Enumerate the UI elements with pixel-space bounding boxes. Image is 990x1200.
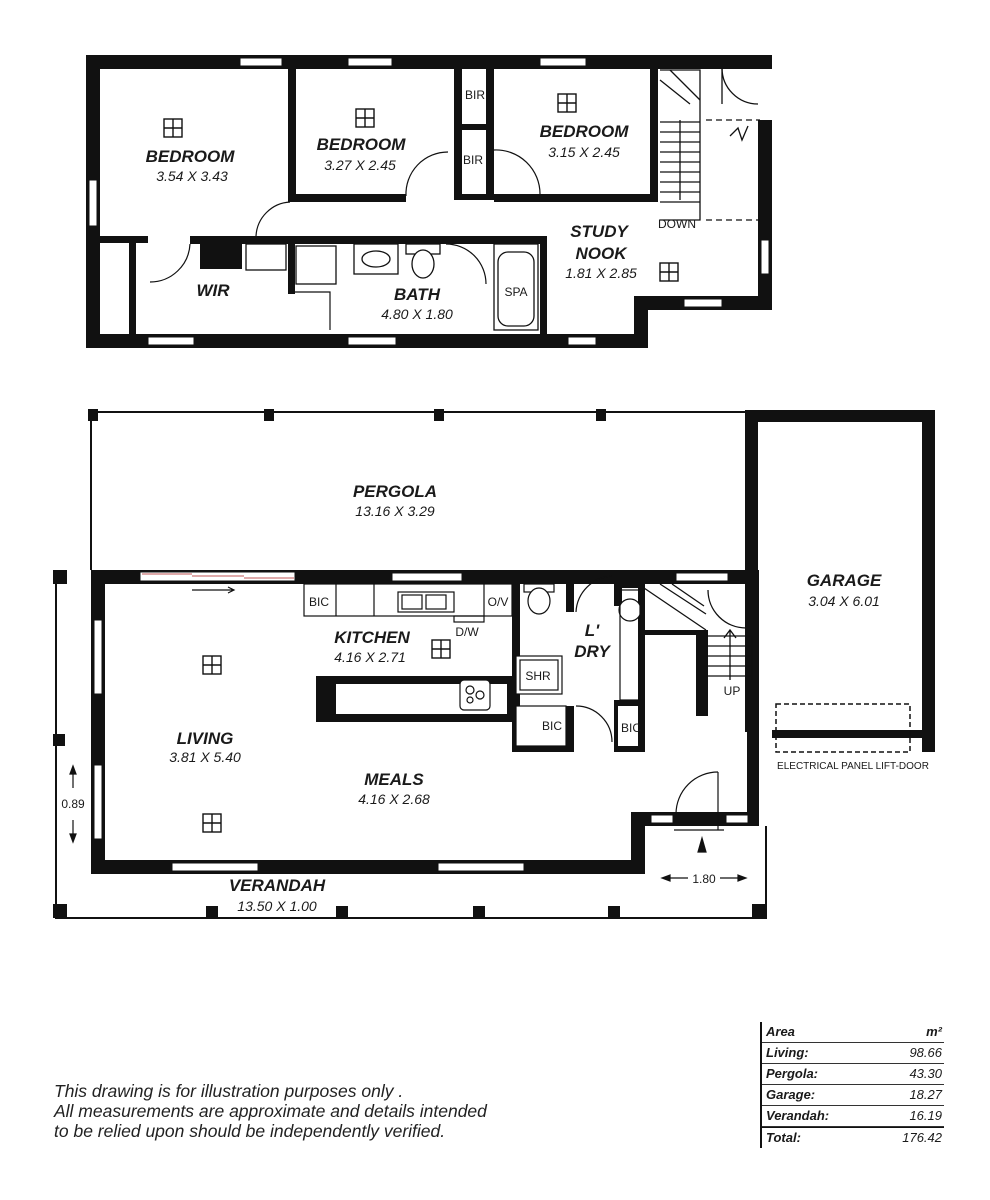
- living-label: LIVING: [176, 729, 234, 748]
- area-row-value: 16.19: [909, 1108, 942, 1123]
- area-row: [762, 1085, 944, 1106]
- bedroom-2-label: BEDROOM: [316, 135, 406, 154]
- up-label: UP: [723, 684, 741, 698]
- lift-door-label: ELECTRICAL PANEL LIFT-DOOR: [777, 761, 929, 772]
- pergola-dims: 13.16 X 3.29: [355, 503, 435, 519]
- disclaimer: [54, 1081, 574, 1141]
- upper-floor: [86, 55, 772, 348]
- area-table-header: [762, 1022, 944, 1043]
- bir-label-1: BIR: [464, 88, 486, 102]
- study-label-line2: NOOK: [575, 244, 627, 263]
- area-total-label: Total:: [766, 1130, 801, 1145]
- laundry-label-line1: L': [584, 621, 600, 640]
- area-row-value: 43.30: [909, 1066, 942, 1081]
- bir-label-2: BIR: [462, 153, 484, 167]
- area-row: [762, 1106, 944, 1127]
- area-row-value: 98.66: [909, 1045, 942, 1060]
- verandah-label: VERANDAH: [228, 876, 326, 895]
- garage-label: GARAGE: [806, 571, 882, 590]
- ground-floor: [53, 409, 935, 918]
- bic-kitchen-label: BIC: [308, 595, 330, 609]
- meals-dims: 4.16 X 2.68: [358, 791, 430, 807]
- wir-label: WIR: [196, 281, 230, 300]
- area-table: [760, 1022, 944, 1148]
- dim-180-label: 1.80: [692, 872, 716, 886]
- area-total-row: [762, 1127, 944, 1148]
- upper-stair: [660, 68, 760, 220]
- bedroom-1-dims: 3.54 X 3.43: [156, 168, 228, 184]
- area-row-value: 18.27: [909, 1087, 942, 1102]
- area-row-label: Verandah:: [766, 1108, 830, 1123]
- disclaimer-line-1: This drawing is for illustration purposes only .: [54, 1081, 404, 1101]
- kitchen-dims: 4.16 X 2.71: [334, 649, 406, 665]
- study-label-line1: STUDY: [570, 222, 628, 241]
- dim-089-label: 0.89: [61, 797, 85, 811]
- meals-label: MEALS: [364, 770, 424, 789]
- laundry-label-line2: DRY: [574, 642, 610, 661]
- lift-door: [776, 704, 910, 752]
- study-dims: 1.81 X 2.85: [565, 265, 637, 281]
- area-total-value: 176.42: [902, 1130, 942, 1145]
- spa-label: SPA: [504, 285, 528, 299]
- ov-label: O/V: [487, 595, 509, 609]
- bedroom-3-label: BEDROOM: [539, 122, 629, 141]
- bic-label-3: BIC: [620, 721, 642, 735]
- down-label: DOWN: [658, 217, 696, 231]
- area-row: [762, 1043, 944, 1064]
- verandah-dims: 13.50 X 1.00: [237, 898, 317, 914]
- area-header-label: Area: [766, 1024, 795, 1039]
- area-header-unit: m²: [926, 1024, 942, 1039]
- garage-dims: 3.04 X 6.01: [808, 593, 880, 609]
- bedroom-3-dims: 3.15 X 2.45: [548, 144, 620, 160]
- disclaimer-line-2: All measurements are approximate and details intended: [54, 1101, 487, 1121]
- dw-label: D/W: [455, 625, 479, 639]
- bath-dims: 4.80 X 1.80: [381, 306, 453, 322]
- bedroom-1-label: BEDROOM: [145, 147, 235, 166]
- bic-label-2: BIC: [541, 719, 563, 733]
- area-row-label: Pergola:: [766, 1066, 819, 1081]
- pergola-label: PERGOLA: [352, 482, 438, 501]
- disclaimer-line-3: to be relied upon should be independently verified.: [54, 1121, 446, 1141]
- kitchen-label: KITCHEN: [334, 628, 410, 647]
- area-row-label: Garage:: [766, 1087, 816, 1102]
- area-row: [762, 1064, 944, 1085]
- bath-label: BATH: [394, 285, 440, 304]
- area-row-label: Living:: [766, 1045, 809, 1060]
- shr-label: SHR: [525, 669, 551, 683]
- living-dims: 3.81 X 5.40: [169, 749, 241, 765]
- bedroom-2-dims: 3.27 X 2.45: [324, 157, 396, 173]
